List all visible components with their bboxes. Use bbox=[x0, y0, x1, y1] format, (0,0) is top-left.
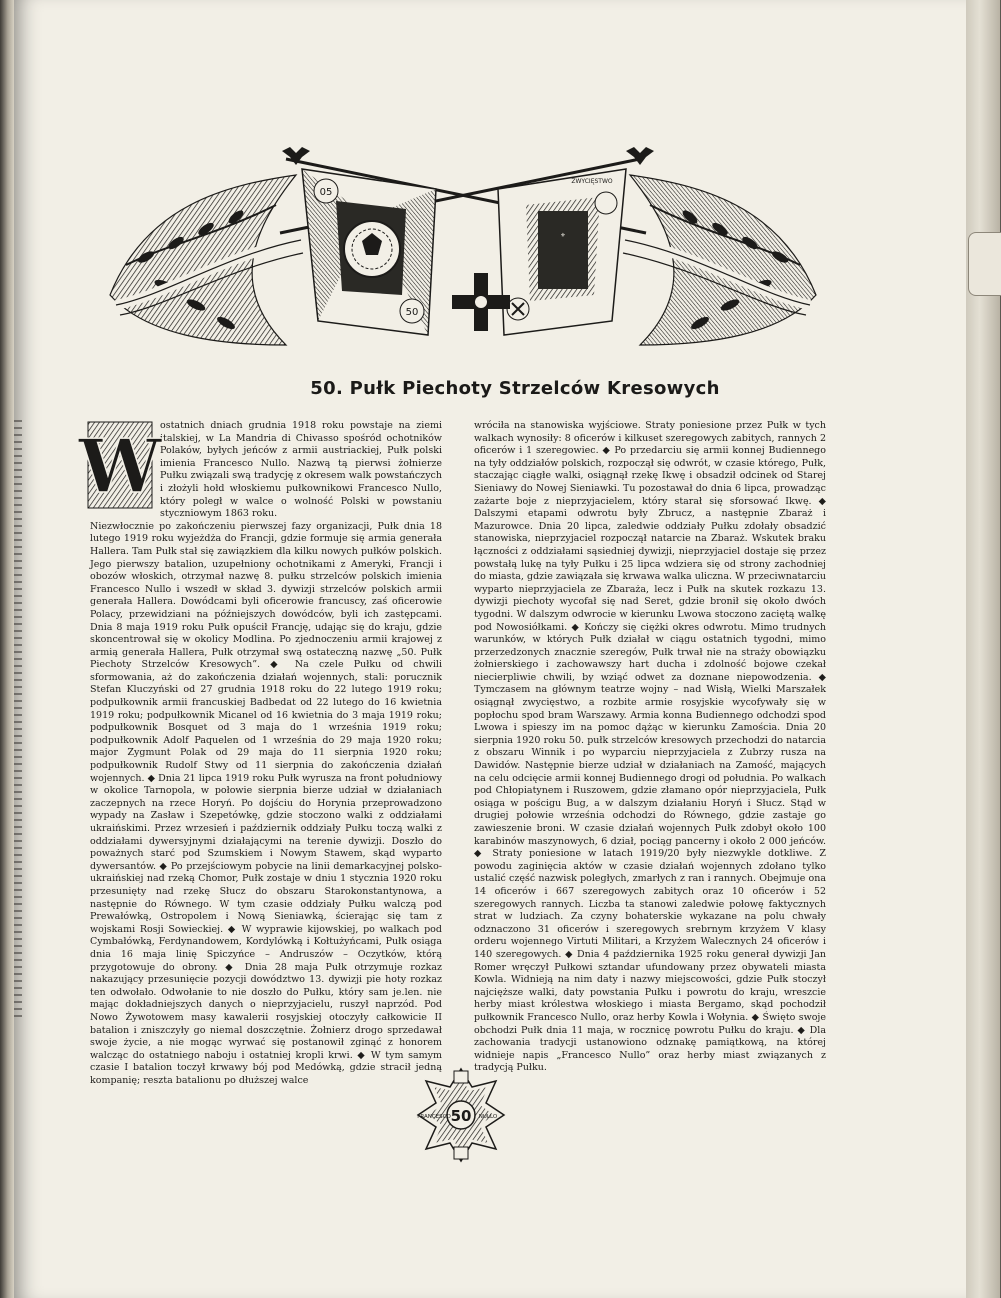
lead-paragraph: ostatnich dniach grudnia 1918 roku powstaje na ziemi italskiej, w La Mandria di Chivasso spośród ochotników Polaków, byłych jeńców z armii austriackiej, Pułk polski imienia Francesco Nullo. Nazwą tą pierwsi żołnierze Pułku związali swą tradycję z okresem walk powstańczych i złożyli hołd włoskiemu pułkownikowi Francesco Nullo, który poległ w walce o wolność Polski w powstaniu styczniowym 1863 roku. bbox=[160, 420, 442, 520]
left-banner-number: 50 bbox=[405, 307, 419, 318]
left-laurel bbox=[110, 175, 303, 345]
body-paragraph-left: Niezwłocznie po zakończeniu pierwszej fazy organizacji, Pułk dnia 18 lutego 1919 roku wyjeżdża do Francji, gdzie formuje się armia generała Hallera. Tam Pułk stał się zawiązkiem dla kilku nowych pułków polskich. Jego pierwszy batalion, uzupełniony ochotnikami z Ameryki, Francji i obozów włoskich, otrzymał nazwę 8. pułku strzelców polskich imienia Francesco Nullo i wszedł w skład 3. dywizji strzelców polskich armii generała Hallera. Dowódcami byli oficerowie francuscy, zaś oficerowie Polacy, przewidziani na późniejszych dowódców, byli ich zastępcami. Dnia 8 maja 1919 roku Pułk opuścił Francję, udając się do kraju, gdzie skoncentrował się w okolicy Modlina. Po zjednoczeniu armii krajowej z armią generała Hallera, Pułk otrzymał swą ostateczną nazwę „50. Pułk Piechoty Strzelców Kresowych”. ◆ Na czele Pułku od chwili sformowania, aż do zakończenia działań wojennych, stali: porucznik Stefan Kluczyński od 27 grudnia 1918 roku do 22 lutego 1919 roku; podpułkownik armii francuskiej Badbedat od 22 lutego do 16 kwietnia 1919 roku; podpułkownik Micanel od 16 kwietnia do 3 maja 1919 roku; podpułkownik Bosquet od 3 maja do 1 września 1919 roku; podpułkownik Adolf Paquelen od 1 września do 29 maja 1920 roku; major Zygmunt Polak od 29 maja do 11 sierpnia 1920 roku; podpułkownik Rudolf Stwy od 11 sierpnia do zakończenia działań wojennych. ◆ Dnia 21 lipca 1919 roku Pułk wyrusza na front południowy w okolice Tarnopola, w połowie sierpnia bierze udział w działaniach zaczepnych na rzece Horyń. Po dojściu do Horynia przeprowadzono wypady na Zasław i Szepetówkę, gdzie stoczono walki z oddziałami ukraińskimi. Przez wrzesień i październik oddziały Pułku toczą walki z oddziałami dywersyjnymi działającymi na terenie dywizji. Doszło do poważnych starć pod Szumskiem i Nowym Stawem, skąd wyparto dywersantów. ◆ Po przejściowym pobycie na linii demarkacyjnej polsko-ukraińskiej nad rzeką Chomor, Pułk zostaje w dniu 1 stycznia 1920 roku przesunięty nad rzekę Słucz do obszaru Starokonstantynowa, a następnie do Równego. W tym czasie oddziały Pułku walczą pod Prewałówką, Ostropolem i Nową Sieniawką, ścierając się tam z wojskami Rosji Sowieckiej. ◆ W wyprawie kijowskiej, po walkach pod Cymbałówką, Ferdynandowem, Kordylówką i Kołtużyńcami, Pułk osiąga dnia 16 maja linię Spiczyńce – Andruszów – Oczytków, którą przygotowuje do obrony. ◆ Dnia 28 maja Pułk otrzymuje rozkaz nakazujący przesunięcie pozycji dowództwo 13. dywizji pie hoty rozkaz ten odwołało. Odwołanie to nie doszło do Pułku, który sam je.len. nie mając dokładniejszych danych o nieprzyjacielu, ruszył naprzód. Pod Nowo Żywotowem masy kawalerii rosyjskiej otoczyły całkowicie II batalion i zniszczyły go niemal doszczętnie. Żołnierz drogo sprzedawał swoje życie, a nie mogąc wyrwać się postanowił zginąć z honorem walcząc do ostatniego naboju i ostatniej kropli krwi. ◆ W tym samym czasie I batalion toczył krwawy bój pod Medówką, gdzie stracił jedną kompanię; reszta batalionu po dłuższej walce bbox=[90, 520, 442, 1086]
body-paragraph-right: wróciła na stanowiska wyjściowe. Straty poniesione przez Pułk w tych walkach wynosiły: 8 oficerów i kilkuset szeregowych zabitych, rannych 2 oficerów i 1 szeregowiec. ◆ Po przedarciu się armii konnej Budiennego na tyły oddziałów polskich, rozpoczął się odwrót, w czasie którego, Pułk, staczając ciągłe walki, osiągnął rzekę Ikwę i obsadził odcinek od Starej Sieniawy do Nowej Sieniawki. Tu pozostawał do dnia 6 lipca, prowadząc zażarte boje z nieprzyjacielem, który starał się sforsować Ikwę. ◆ Dalszymi etapami odwrotu były Zbrucz, a następnie Zbaraż i Mazurowce. Dnia 20 lipca, zaledwie oddziały Pułku zdołały obsadzić stanowiska, nieprzyjaciel rozpoczął natarcie na Zbaraż. Wskutek braku łączności z oddziałami sąsiedniej dywizji, nieprzyjaciel dostaje się przez powstałą lukę na tyły Pułku i 25 lipca wdziera się od strony zachodniej do miasta, gdzie zawiązała się krwawa walka uliczna. W przeciwnatarciu wyparto nieprzyjaciela ze Zbaraża, lecz i Pułk na skutek rozkazu 13. dywizji piechoty wycofał się nad Seret, gdzie bronił się około dwóch tygodni. W dalszym odwrocie w kierunku Lwowa stoczono zaciętą walkę pod Nowosiółkami. ◆ Kończy się ciężki okres odwrotu. Mimo trudnych warunków, w których Pułk działał w ciągu ostatnich tygodni, mimo przerzedzonych znacznie szeregów, Pułk trwał nie na straży obowiązku żołnierskiego i zachowawszy hart ducha i zdolność bojowe czekał niecierpliwie chwili, by wziąć odwet za doznane niepowodzenia. ◆ Tymczasem na głównym teatrze wojny – nad Wisłą, Wielki Marszałek osiągnął zwycięstwo, a rozbite armie rosyjskie wycofywały się w popłochu spod bram Warszawy. Armia konna Budiennego odchodzi spod Lwowa i spieszy im na pomoc dążąc w kierunku Zamościa. Dnia 20 sierpnia 1920 roku 50. pułk strzelców kresowych przechodzi do natarcia z obszaru Winnik i po wyparciu nieprzyjaciela z Zubrzy rusza na Dawidów. Następnie bierze udział w działaniach na Zamość, mających na celu odcięcie armii konnej Budiennego drogi od południa. Po walkach pod Chłopiatynem i Ruszowem, gdzie złamano opór nieprzyjaciela, Pułk osiąga w pościgu Bug, a w dalszym działaniu Horyń i Słucz. Stąd w drugiej połowie września odchodzi do Równego, gdzie zastaje go zawieszenie broni. W czasie działań wojennych Pułk zdobył około 100 karabinów maszynowych, 6 dział, pociąg pancerny i około 2 000 jeńców. ◆ Straty poniesione w latach 1919/20 były niezwykle dotkliwe. Z powodu zaginięcia aktów w czasie działań wojennych zdołano tylko ustalić część nazwisk poległych, zmarłych z ran i rannych. Obejmuje ona 14 oficerów i 667 szeregowych zabitych oraz 10 oficerów i 52 szeregowych rannych. Liczba ta stanowi zaledwie połowę faktycznych strat w ludziach. Za czyny bohaterskie wykazane na polu chwały odznaczono 31 oficerów i szeregowych srebrnym krzyżem V klasy orderu wojennego Virtuti Militari, a Krzyżem Walecznych 24 oficerów i 140 szeregowych. ◆ Dnia 4 października 1925 roku generał dywizji Jan Romer wręczył Pułkowi sztandar ufundowany przez obywateli miasta Kowla. Widnieją na nim daty i nazwy miejscowości, gdzie Pułk stoczył najcięższe walki, daty powstania Pułku i powrotu do kraju, wreszcie herby miast królestwa włoskiego i miasta Bergamo, skąd pochodził pułkownik Francesco Nullo, oraz herby Kowla i Wołynia. ◆ Święto swoje obchodzi Pułk dnia 11 maja, w rocznicę powrotu Pułku do kraju. ◆ Dla zachowania tradycji ustanowiono odznakę pamiątkową, na której widnieje napis „Francesco Nullo” oraz herby miast związanych z tradycją Pułku. bbox=[474, 420, 826, 1074]
badge-left-text: FRANCESCO bbox=[417, 1114, 451, 1120]
text-column-right bbox=[474, 420, 826, 1075]
banner-engraving bbox=[106, 145, 820, 360]
decorated-initial bbox=[78, 420, 162, 510]
regimental-badge bbox=[416, 1067, 506, 1163]
initial-letter: W bbox=[78, 424, 162, 510]
page-stack-edge bbox=[966, 0, 1000, 1298]
right-banner-motto: ZWYCIĘSTWO bbox=[571, 178, 613, 185]
badge-right-text: NULLO bbox=[478, 1114, 498, 1120]
article-title: 50. Pułk Piechoty Strzelców Kresowych bbox=[310, 378, 720, 399]
left-page-edge bbox=[0, 0, 14, 1298]
facing-page-bleed bbox=[14, 420, 22, 1020]
right-regimental-banner bbox=[498, 169, 626, 335]
right-laurel bbox=[623, 175, 816, 345]
left-regimental-banner bbox=[302, 169, 436, 335]
svg-text:⚜: ⚜ bbox=[560, 232, 566, 239]
left-banner-corner-text: 05 bbox=[319, 187, 333, 198]
page-tab bbox=[968, 232, 1001, 296]
text-column-left bbox=[78, 420, 442, 1087]
badge-number: 50 bbox=[450, 1107, 472, 1125]
